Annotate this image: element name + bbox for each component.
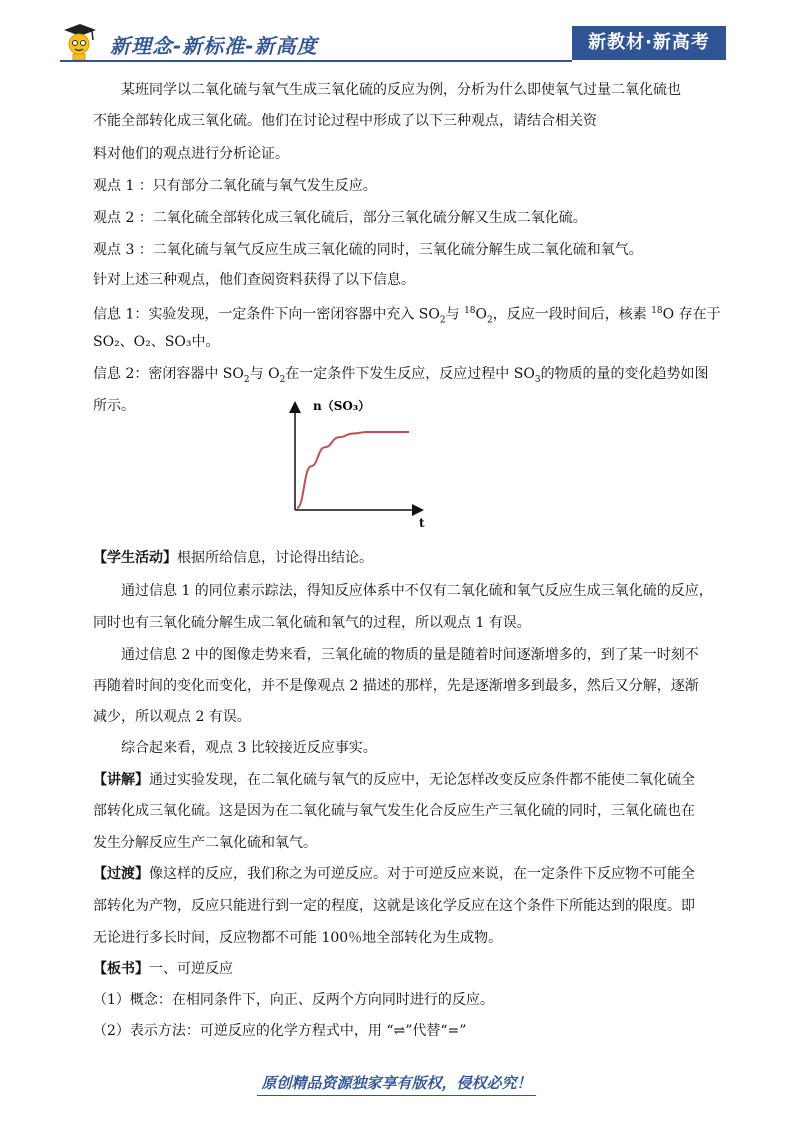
so3-amount-chart (281, 392, 431, 532)
header-slogan-right: 新教材·新高考 (572, 26, 726, 60)
analysis-2-line-1: 通过信息 2 中的图像走势来看，三氧化硫的物质的量是随着时间逐渐增多的，到了某一时刻不 (121, 647, 699, 663)
lecture-line-3: 发生分解反应生产二氧化硫和氧气。 (93, 835, 317, 851)
board-text: 一、可逆反应 (149, 961, 233, 977)
info-1-text-a: 信息 1：实验发现，一定条件下向一密闭容器中充入 SO (93, 306, 440, 323)
concept-line: （1）概念：在相同条件下，向正、反两个方向同时进行的反应。 (93, 992, 494, 1008)
query-line: 针对上述三种观点，他们查阅资料获得了以下信息。 (93, 272, 415, 288)
activity-text: 根据所给信息，讨论得出结论。 (177, 550, 373, 566)
info-2-text-c: 在一定条件下发生反应，反应过程中 SO (285, 366, 535, 382)
transition-line-2: 部转化为产物，反应只能进行到一定的程度，这就是该化学反应在这个条件下所能达到的限度。即 (93, 898, 695, 914)
method-line: （2）表示方法：可逆反应的化学方程式中，用 “⇌”代替“=” (93, 1023, 467, 1039)
activity-tag: 【学生活动】 (93, 550, 177, 566)
header-divider (60, 60, 572, 62)
transition-line-1 (93, 864, 695, 884)
transition-tag: 【过渡】 (93, 866, 149, 882)
superscript: 18 (464, 306, 476, 316)
info-2-line-2: 所示。 (93, 398, 135, 414)
summary-line: 综合起来看，观点 3 比较接近反应事实。 (121, 740, 377, 756)
analysis-2-line-2: 再随着时间的变化而变化，并不是像观点 2 描述的那样，先是逐渐增多到最多，然后又分解，逐渐 (93, 678, 699, 694)
analysis-1-line-1: 通过信息 1 的同位素示踪法，得知反应体系中不仅有二氧化硫和氧气反应生成三氧化硫的反应， (121, 583, 713, 599)
info-1-text-d: ，反应一段时间后，核素 (492, 306, 652, 323)
board-tag: 【板书】 (93, 961, 149, 977)
info-2-text-a: 信息 2：密闭容器中 SO (93, 366, 244, 382)
analysis-1-line-2: 同时也有三氧化硫分解生成二氧化硫和氧气的过程，所以观点 1 有误。 (93, 615, 531, 631)
y-axis-label: n（SO₃） (313, 399, 371, 413)
info-1-text-c: O (475, 306, 487, 323)
mascot-logo-icon (60, 22, 98, 62)
so3-series-line (297, 432, 409, 508)
info-2-text-b: 与 O (249, 366, 280, 382)
intro-line-3: 料对他们的观点进行分析论证。 (93, 146, 289, 162)
analysis-2-line-3: 减少，所以观点 2 有误。 (93, 709, 251, 725)
transition-line-3: 无论进行多长时间，反应物都不可能 100％地全部转化为生成物。 (93, 930, 503, 946)
header-slogan-left: 新理念-新标准-新高度 (110, 34, 318, 58)
transition-text-1: 像这样的反应，我们称之为可逆反应。对于可逆反应来说，在一定条件下反应物不可能全 (149, 866, 695, 882)
info-1-line-2: SO₂、O₂、SO₃中。 (93, 334, 220, 350)
info-1-text-e: O 存在于 (662, 306, 721, 323)
lecture-tag: 【讲解】 (93, 772, 149, 788)
superscript: 18 (651, 306, 663, 316)
subscript: 2 (243, 374, 250, 385)
subscript: 2 (487, 315, 493, 326)
info-1-line-1 (93, 301, 721, 330)
page-header (0, 0, 793, 70)
copyright-notice: 原创精品资源独家享有版权，侵权必究！ (257, 1072, 535, 1096)
board-line (93, 959, 233, 979)
lecture-line-1 (93, 770, 695, 790)
subscript: 2 (439, 315, 446, 326)
info-1-text-b: 与 (445, 306, 465, 323)
intro-line-2: 不能全部转化成三氧化硫。他们在讨论过程中形成了以下三种观点，请结合相关资 (93, 113, 597, 129)
page-footer (0, 1072, 793, 1096)
lecture-line-2: 部转化成三氧化硫。这是因为在二氧化硫与氧气发生化合反应生产三氧化硫的同时，三氧化硫也在 (93, 803, 695, 819)
intro-line-1: 某班同学以二氧化硫与氧气生成三氧化硫的反应为例，分析为什么即使氧气过量二氧化硫也 (121, 82, 681, 98)
activity-line (93, 548, 373, 568)
x-axis-label: t (419, 516, 425, 530)
subscript: 3 (534, 374, 541, 385)
viewpoint-1: 观点 1 ：只有部分二氧化硫与氧气发生反应。 (93, 178, 377, 194)
subscript: 2 (279, 374, 286, 385)
lecture-text-1: 通过实验发现，在二氧化硫与氧气的反应中，无论怎样改变反应条件都不能使二氧化硫全 (149, 772, 695, 788)
info-2-line-1 (93, 364, 709, 390)
info-2-text-d: 的物质的量的变化趋势如图 (540, 366, 709, 382)
viewpoint-3: 观点 3 ：二氧化硫与氧气反应生成三氧化硫的同时，三氧化硫分解生成二氧化硫和氧气。 (93, 242, 643, 258)
viewpoint-2: 观点 2 ：二氧化硫全部转化成三氧化硫后，部分三氧化硫分解又生成二氧化硫。 (93, 210, 587, 226)
